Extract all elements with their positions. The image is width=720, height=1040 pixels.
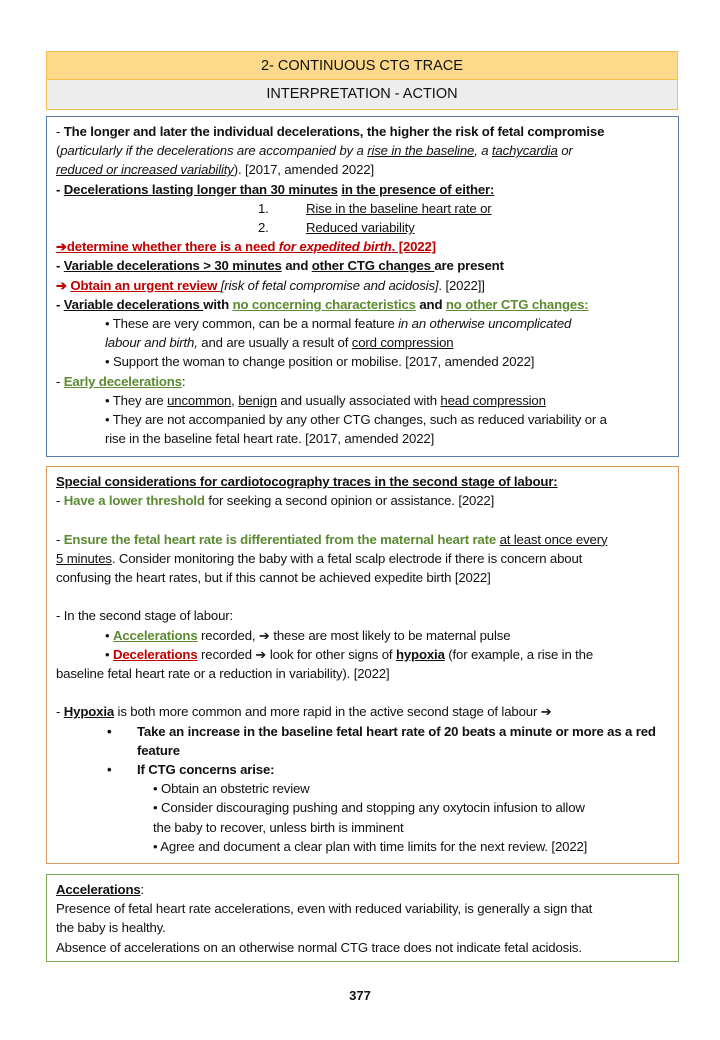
arrow-right-icon: ➔ xyxy=(56,277,71,293)
section-subtitle: INTERPRETATION - ACTION xyxy=(46,80,678,110)
early-decelerations-heading: - Early decelerations: xyxy=(56,373,186,389)
risk-detail-line-2: reduced or increased variability). [2017, amended 2022] xyxy=(56,162,374,178)
accelerations-text: Presence of fetal heart rate accelerations, even with reduced variability, is generally a sign that xyxy=(56,901,593,917)
section-title: 2- CONTINUOUS CTG TRACE xyxy=(46,51,678,80)
differentiate-hr-line: - Ensure the fetal heart rate is differentiated from the maternal heart rate at least once every xyxy=(56,531,608,547)
differentiate-hr-line-2: 5 minutes. Consider monitoring the baby with a fetal scalp electrode if there is concern about xyxy=(56,550,583,566)
variable-no-concern-line: - Variable decelerations with no concerning characteristics and no other CTG changes: xyxy=(56,296,589,312)
second-stage-heading: Special considerations for cardiotocography traces in the second stage of labour: xyxy=(56,474,558,489)
bullet-item: • These are very common, can be a normal feature in an otherwise uncomplicated xyxy=(105,316,572,332)
lower-threshold-line: - Have a lower threshold for seeking a second opinion or assistance. [2022] xyxy=(56,493,495,509)
second-stage-box xyxy=(46,466,679,864)
arrow-right-icon: ➔ xyxy=(56,239,67,255)
action-item: • Obtain an obstetric review xyxy=(153,781,310,797)
differentiate-hr-line-3: confusing the heart rates, but if this cannot be achieved expedite birth [2022] xyxy=(56,570,491,585)
bullet-item-cont: baseline fetal heart rate or a reduction in variability). [2022] xyxy=(56,666,390,681)
long-decelerations-line: - Decelerations lasting longer than 30 minutes in the presence of either: xyxy=(56,181,495,197)
urgent-review-action: ➔ Obtain an urgent review [risk of fetal compromise and acidosis]. [2022]] xyxy=(56,277,485,293)
bullet-item-cont: rise in the baseline fetal heart rate. [2017, amended 2022] xyxy=(105,431,435,447)
accelerations-text: Absence of accelerations on an otherwise normal CTG trace does not indicate fetal acidosis. xyxy=(56,939,582,955)
bullet-item-cont: labour and birth, and are usually a result of cord compression xyxy=(105,335,454,351)
action-item: • Agree and document a clear plan with time limits for the next review. [2022] xyxy=(153,838,588,854)
risk-line: - The longer and later the individual decelerations, the higher the risk of fetal compromise xyxy=(56,124,605,139)
numbered-item: 2. Reduced variability xyxy=(258,220,415,236)
hypoxia-line: - Hypoxia is both more common and more rapid in the active second stage of labour ➔ xyxy=(56,704,552,720)
expedited-birth-action: ➔determine whether there is a need for expedited birth. [2022] xyxy=(56,239,436,255)
risk-detail-line: (particularly if the decelerations are accompanied by a rise in the baseline, a tachycardia or xyxy=(56,143,573,159)
accelerations-text: the baby is healthy. xyxy=(56,920,166,936)
variable-decelerations-line: - Variable decelerations > 30 minutes and other CTG changes are present xyxy=(56,258,504,274)
page-number: 377 xyxy=(349,988,371,1003)
bullet-item: • They are not accompanied by any other CTG changes, such as reduced variability or a xyxy=(105,412,607,428)
action-item-cont: the baby to recover, unless birth is imminent xyxy=(153,819,404,835)
bullet-item: • Accelerations recorded, ➔ these are most likely to be maternal pulse xyxy=(105,627,511,643)
second-stage-intro: - In the second stage of labour: xyxy=(56,608,234,624)
action-item: • Consider discouraging pushing and stopping any oxytocin infusion to allow xyxy=(153,800,585,816)
decelerations-box xyxy=(46,116,679,457)
numbered-item: 1. Rise in the baseline heart rate or xyxy=(258,200,492,216)
bullet-item: • Decelerations recorded ➔ look for other signs of hypoxia (for example, a rise in the xyxy=(105,646,594,662)
bullet-item: • Take an increase in the baseline fetal heart rate of 20 beats a minute or more as a red feature xyxy=(107,723,656,758)
accelerations-box xyxy=(46,874,679,962)
bullet-item: • They are uncommon, benign and usually associated with head compression xyxy=(105,392,546,408)
bullet-item: • Support the woman to change position or mobilise. [2017, amended 2022] xyxy=(105,354,535,370)
bullet-item: • If CTG concerns arise: xyxy=(107,762,275,777)
accelerations-heading: Accelerations: xyxy=(56,882,145,897)
